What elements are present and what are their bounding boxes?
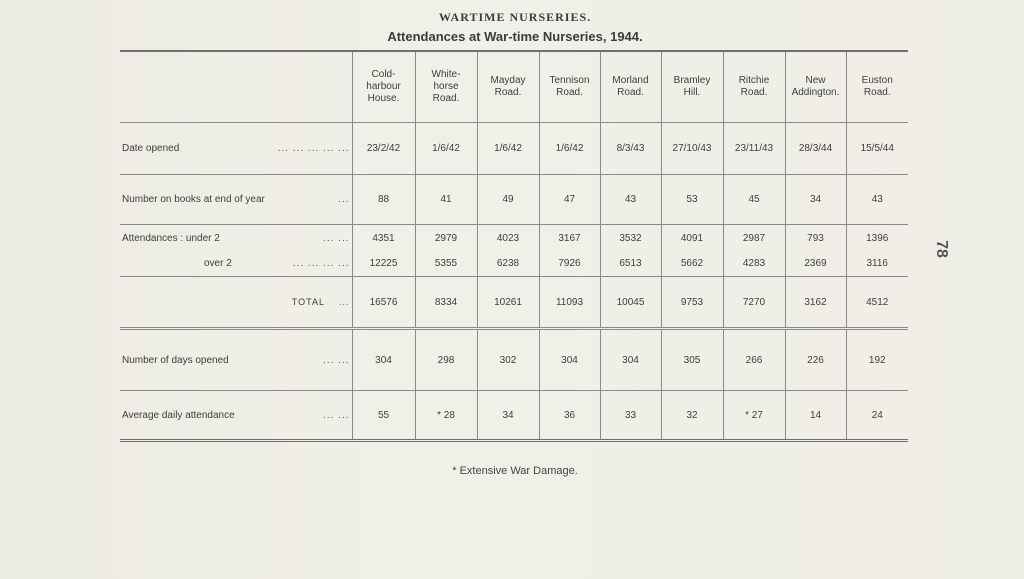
table-cell: 305 — [661, 329, 723, 391]
table-cell: 7926 — [539, 252, 600, 277]
column-header-line: Euston — [861, 75, 893, 86]
table-cell: 2369 — [785, 252, 846, 277]
table-cell: 15/5/44 — [846, 123, 908, 175]
table-row — [120, 175, 908, 225]
table-cell: 302 — [477, 329, 539, 391]
table-cell: * 27 — [723, 391, 785, 441]
table-cell: 27/10/43 — [661, 123, 723, 175]
leader-dots: ... ... — [323, 354, 350, 366]
column-header — [539, 51, 600, 123]
column-header-line: Road. — [617, 87, 644, 98]
table-cell: 266 — [723, 329, 785, 391]
row-label-text: Attendances : under 2 — [122, 232, 220, 244]
table-cell: 4283 — [723, 252, 785, 277]
table-cell: 1/6/42 — [539, 123, 600, 175]
table-cell: 2979 — [415, 225, 477, 252]
table-cell: 8334 — [415, 277, 477, 329]
table-row — [120, 225, 908, 252]
table-cell: 298 — [415, 329, 477, 391]
column-header-line: Addington. — [791, 87, 840, 98]
row-label-text: Number of days opened — [122, 354, 229, 366]
table-cell: 9753 — [661, 277, 723, 329]
column-header-line: House. — [367, 93, 400, 104]
table-cell: 4351 — [352, 225, 415, 252]
leader-dots: ... ... ... ... — [292, 258, 350, 270]
table-cell: 1/6/42 — [477, 123, 539, 175]
column-header-line: Hill. — [683, 87, 701, 98]
table-cell: 32 — [661, 391, 723, 441]
column-header-line: Morland — [612, 75, 649, 86]
table-row — [120, 391, 908, 441]
column-header-line: Road. — [863, 87, 891, 98]
table-caption: Attendances at War-time Nurseries, 1944. — [387, 29, 643, 44]
row-label — [120, 391, 352, 441]
column-header-line: White- — [431, 69, 461, 80]
table-cell: 14 — [785, 391, 846, 441]
table-row — [120, 123, 908, 175]
table-cell: 88 — [352, 175, 415, 225]
table-cell: 5355 — [415, 252, 477, 277]
table-cell: 2987 — [723, 225, 785, 252]
table-cell: 6238 — [477, 252, 539, 277]
footnote: * Extensive War Damage. — [452, 465, 578, 477]
row-label — [120, 252, 352, 277]
table-cell: 45 — [723, 175, 785, 225]
column-header-line: horse — [433, 81, 459, 92]
table-cell: 8/3/43 — [600, 123, 661, 175]
table-cell: 3532 — [600, 225, 661, 252]
table-cell: 47 — [539, 175, 600, 225]
row-label-text: Number on books at end of year — [122, 194, 265, 205]
column-header — [415, 51, 477, 123]
leader-dots: ... — [338, 194, 350, 205]
row-label-text: Date opened — [122, 143, 180, 154]
attendance-table — [120, 50, 908, 442]
column-header — [846, 51, 908, 123]
column-header — [661, 51, 723, 123]
table-cell: 43 — [600, 175, 661, 225]
table-cell: 793 — [785, 225, 846, 252]
row-label — [120, 175, 352, 225]
table-cell: 4091 — [661, 225, 723, 252]
table-cell: 34 — [477, 391, 539, 441]
column-header — [352, 51, 415, 123]
page-title: WARTIME NURSERIES. — [438, 10, 592, 24]
table-cell: 304 — [352, 329, 415, 391]
column-header-line: Cold- — [371, 69, 396, 80]
table-cell: 36 — [539, 391, 600, 441]
table-cell: 41 — [415, 175, 477, 225]
column-header-line: Road. — [740, 87, 768, 98]
table-cell: 4512 — [846, 277, 908, 329]
table-cell: 10045 — [600, 277, 661, 329]
table-cell: 304 — [539, 329, 600, 391]
table-cell: * 28 — [415, 391, 477, 441]
table-row — [120, 329, 908, 391]
row-label-text: Average daily attendance — [122, 409, 235, 421]
table-cell: 43 — [846, 175, 908, 225]
column-header-line: Ritchie — [738, 75, 770, 86]
table-cell: 12225 — [352, 252, 415, 277]
table-cell: 23/11/43 — [723, 123, 785, 175]
table-cell: 5662 — [661, 252, 723, 277]
leader-dots: ... — [338, 297, 350, 307]
table-cell: 192 — [846, 329, 908, 391]
table-cell: 16576 — [352, 277, 415, 329]
row-label-text: TOTAL — [291, 297, 325, 307]
table-cell: 226 — [785, 329, 846, 391]
table-cell: 11093 — [539, 277, 600, 329]
column-header-line: harbour — [366, 81, 401, 92]
row-label-text: over 2 — [204, 258, 232, 270]
row-label — [120, 329, 352, 391]
leader-dots: ... ... — [323, 409, 350, 421]
column-header-line: Bramley — [673, 75, 711, 86]
table-row — [120, 277, 908, 329]
row-label — [120, 277, 352, 329]
leader-dots: ... ... — [323, 232, 350, 244]
table-cell: 4023 — [477, 225, 539, 252]
table-cell: 10261 — [477, 277, 539, 329]
table-cell: 33 — [600, 391, 661, 441]
table-row — [120, 252, 908, 277]
page-number: 78 — [932, 240, 950, 258]
table-cell: 53 — [661, 175, 723, 225]
column-header — [477, 51, 539, 123]
leader-dots: ... ... ... ... ... — [277, 143, 350, 154]
table-cell: 34 — [785, 175, 846, 225]
row-label — [120, 123, 352, 175]
table-cell: 55 — [352, 391, 415, 441]
column-header-line: Tennison — [549, 75, 590, 86]
table-cell: 6513 — [600, 252, 661, 277]
header-row — [120, 51, 908, 123]
column-header-line: Road. — [494, 87, 522, 98]
table-cell: 7270 — [723, 277, 785, 329]
table-cell: 3116 — [846, 252, 908, 277]
column-header-line: New — [805, 75, 826, 86]
table-cell: 24 — [846, 391, 908, 441]
column-header-line: Mayday — [490, 75, 526, 86]
column-header-line: Road. — [556, 87, 583, 98]
table-cell: 23/2/42 — [352, 123, 415, 175]
table-cell: 1396 — [846, 225, 908, 252]
row-label — [120, 225, 352, 252]
header-blank — [120, 51, 352, 123]
table-cell: 28/3/44 — [785, 123, 846, 175]
table-cell: 3162 — [785, 277, 846, 329]
column-header — [723, 51, 785, 123]
column-header — [785, 51, 846, 123]
table-cell: 304 — [600, 329, 661, 391]
table-cell: 49 — [477, 175, 539, 225]
table-cell: 1/6/42 — [415, 123, 477, 175]
column-header-line: Road. — [432, 93, 460, 104]
column-header — [600, 51, 661, 123]
table-cell: 3167 — [539, 225, 600, 252]
